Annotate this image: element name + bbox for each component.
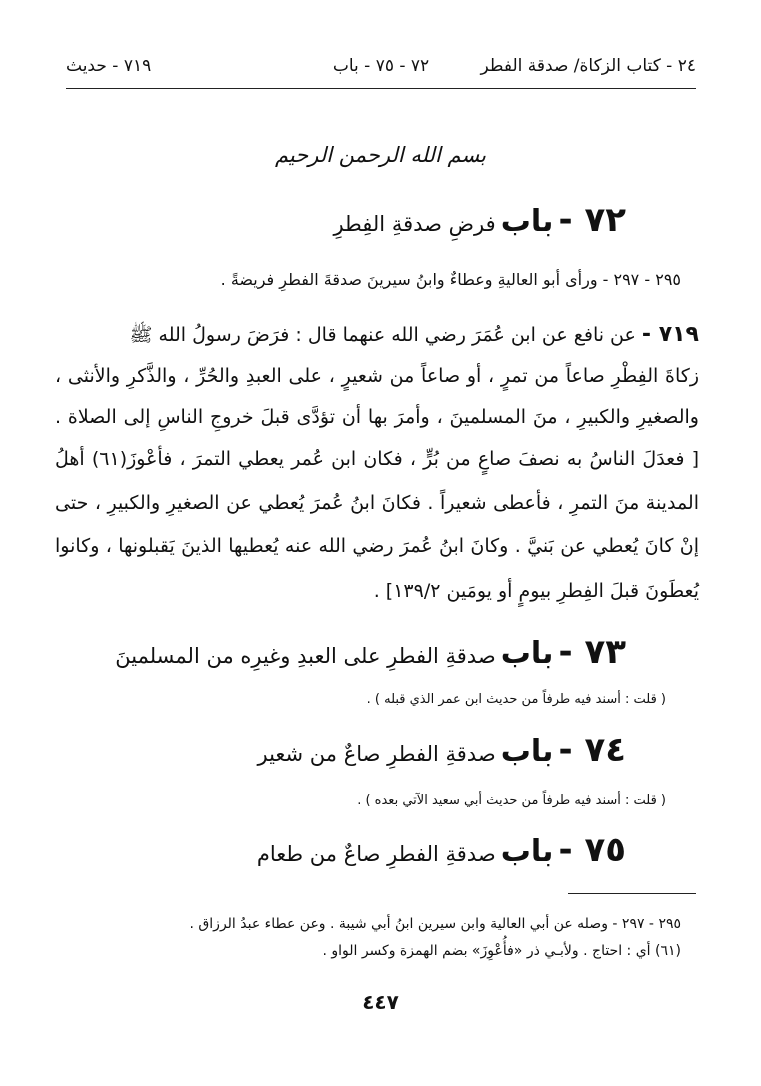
hadith-number: ٧١٩ - (641, 322, 699, 347)
note-line-2: ( قلت : أسند فيه طرفاً من حديث أبي سعيد الآتي بعده ) . (357, 793, 666, 808)
note-line-1: ( قلت : أسند فيه طرفاً من حديث ابن عمر الذي قبله ) . (366, 692, 666, 707)
chapter-word: باب (500, 636, 554, 671)
chapter-word: باب (500, 204, 554, 239)
chapter-number: ٧٤ - (558, 730, 626, 770)
chapter-heading-75 (60, 830, 626, 870)
chapter-title: فرضِ صدقةِ الفِطرِ (333, 212, 496, 236)
chapter-heading-73 (60, 632, 626, 672)
hadith-line-6: إنْ كانَ يُعطي عن بَنيَّ . وكانَ ابنُ عُمرَ رضي الله عنه يُعطيها الذينَ يَقبلونها ، وكانوا (55, 535, 699, 557)
chapter-title: صدقةِ الفطرِ على العبدِ وغيرِه من المسلمينَ (115, 644, 496, 668)
header-hadith-range: ٧١٩ - حديث (66, 56, 152, 76)
hadith-text: عن نافع عن ابن عُمَرَ رضي الله عنهما قال : فرَضَ رسولُ الله ﷺ (129, 324, 636, 346)
page-number: ٤٤٧ (362, 990, 399, 1014)
hadith-line-7: يُعطَونَ قبلَ الفِطرِ بيومٍ أو يومَين ١٣٩/٢] . (373, 580, 699, 602)
basmala: بسم الله الرحمن الرحيم (274, 143, 487, 167)
running-header (66, 56, 696, 88)
hadith-line-5: المدينة منَ التمرِ ، فأعطى شعيراً . فكانَ ابنُ عُمرَ يُعطي عن الصغيرِ والكبيرِ ، حتى (55, 492, 699, 514)
chapter-heading-74 (60, 730, 626, 770)
chapter-heading-72 (60, 200, 626, 240)
chapter-number: ٧٣ - (558, 632, 626, 672)
chapter-title: صدقةِ الفطرِ صاعٌ من طعام (256, 842, 496, 866)
chapter-word: باب (500, 734, 554, 769)
header-rule (66, 88, 696, 89)
header-book-title: ٢٤ - كتاب الزكاة/ صدقة الفطر (480, 56, 696, 76)
hadith-line-3: والصغيرِ والكبيرِ ، منَ المسلمينَ ، وأمرَ بها أن تؤدَّى قبلَ خروجِ الناسِ إلى الصلاة . (55, 406, 699, 428)
header-chapter-range: ٧٢ - ٧٥ - باب (332, 56, 430, 76)
chapter-number: ٧٥ - (558, 830, 626, 870)
chapter-word: باب (500, 834, 554, 869)
chapter-number: ٧٢ - (558, 200, 626, 240)
hadith-line-4: [ فعدَلَ الناسُ به نصفَ صاعٍ من بُرٍّ ، فكان ابن عُمر يعطي التمرَ ، فأعْوزَ(٦١) أهلُ (55, 448, 699, 470)
hadith-line-2: زكاةَ الفِطْرِ صاعاً من تمرٍ ، أو صاعاً من شعيرٍ ، على العبدِ والحُرِّ ، والذَّكرِ والأنثى ، (55, 365, 699, 387)
chapter-title: صدقةِ الفطرِ صاعٌ من شعير (257, 742, 496, 766)
hadith-line-1 (55, 322, 699, 351)
athar-line: ٢٩٥ - ٢٩٧ - ورأى أبو العاليةِ وعطاءٌ وابنُ سيرينَ صدقةَ الفطرِ فريضةً . (220, 270, 681, 289)
footnote-2: (٦١) أي : احتاج . ولأبـي ذر «فأُعْوِزَ» بضم الهمزة وكسر الواو . (322, 943, 681, 959)
footnote-rule (568, 893, 696, 894)
footnote-1: ٢٩٥ - ٢٩٧ - وصله عن أبي العالية وابن سيرين ابنُ أبي شيبة . وعن عطاء عبدُ الرزاق . (189, 916, 681, 932)
